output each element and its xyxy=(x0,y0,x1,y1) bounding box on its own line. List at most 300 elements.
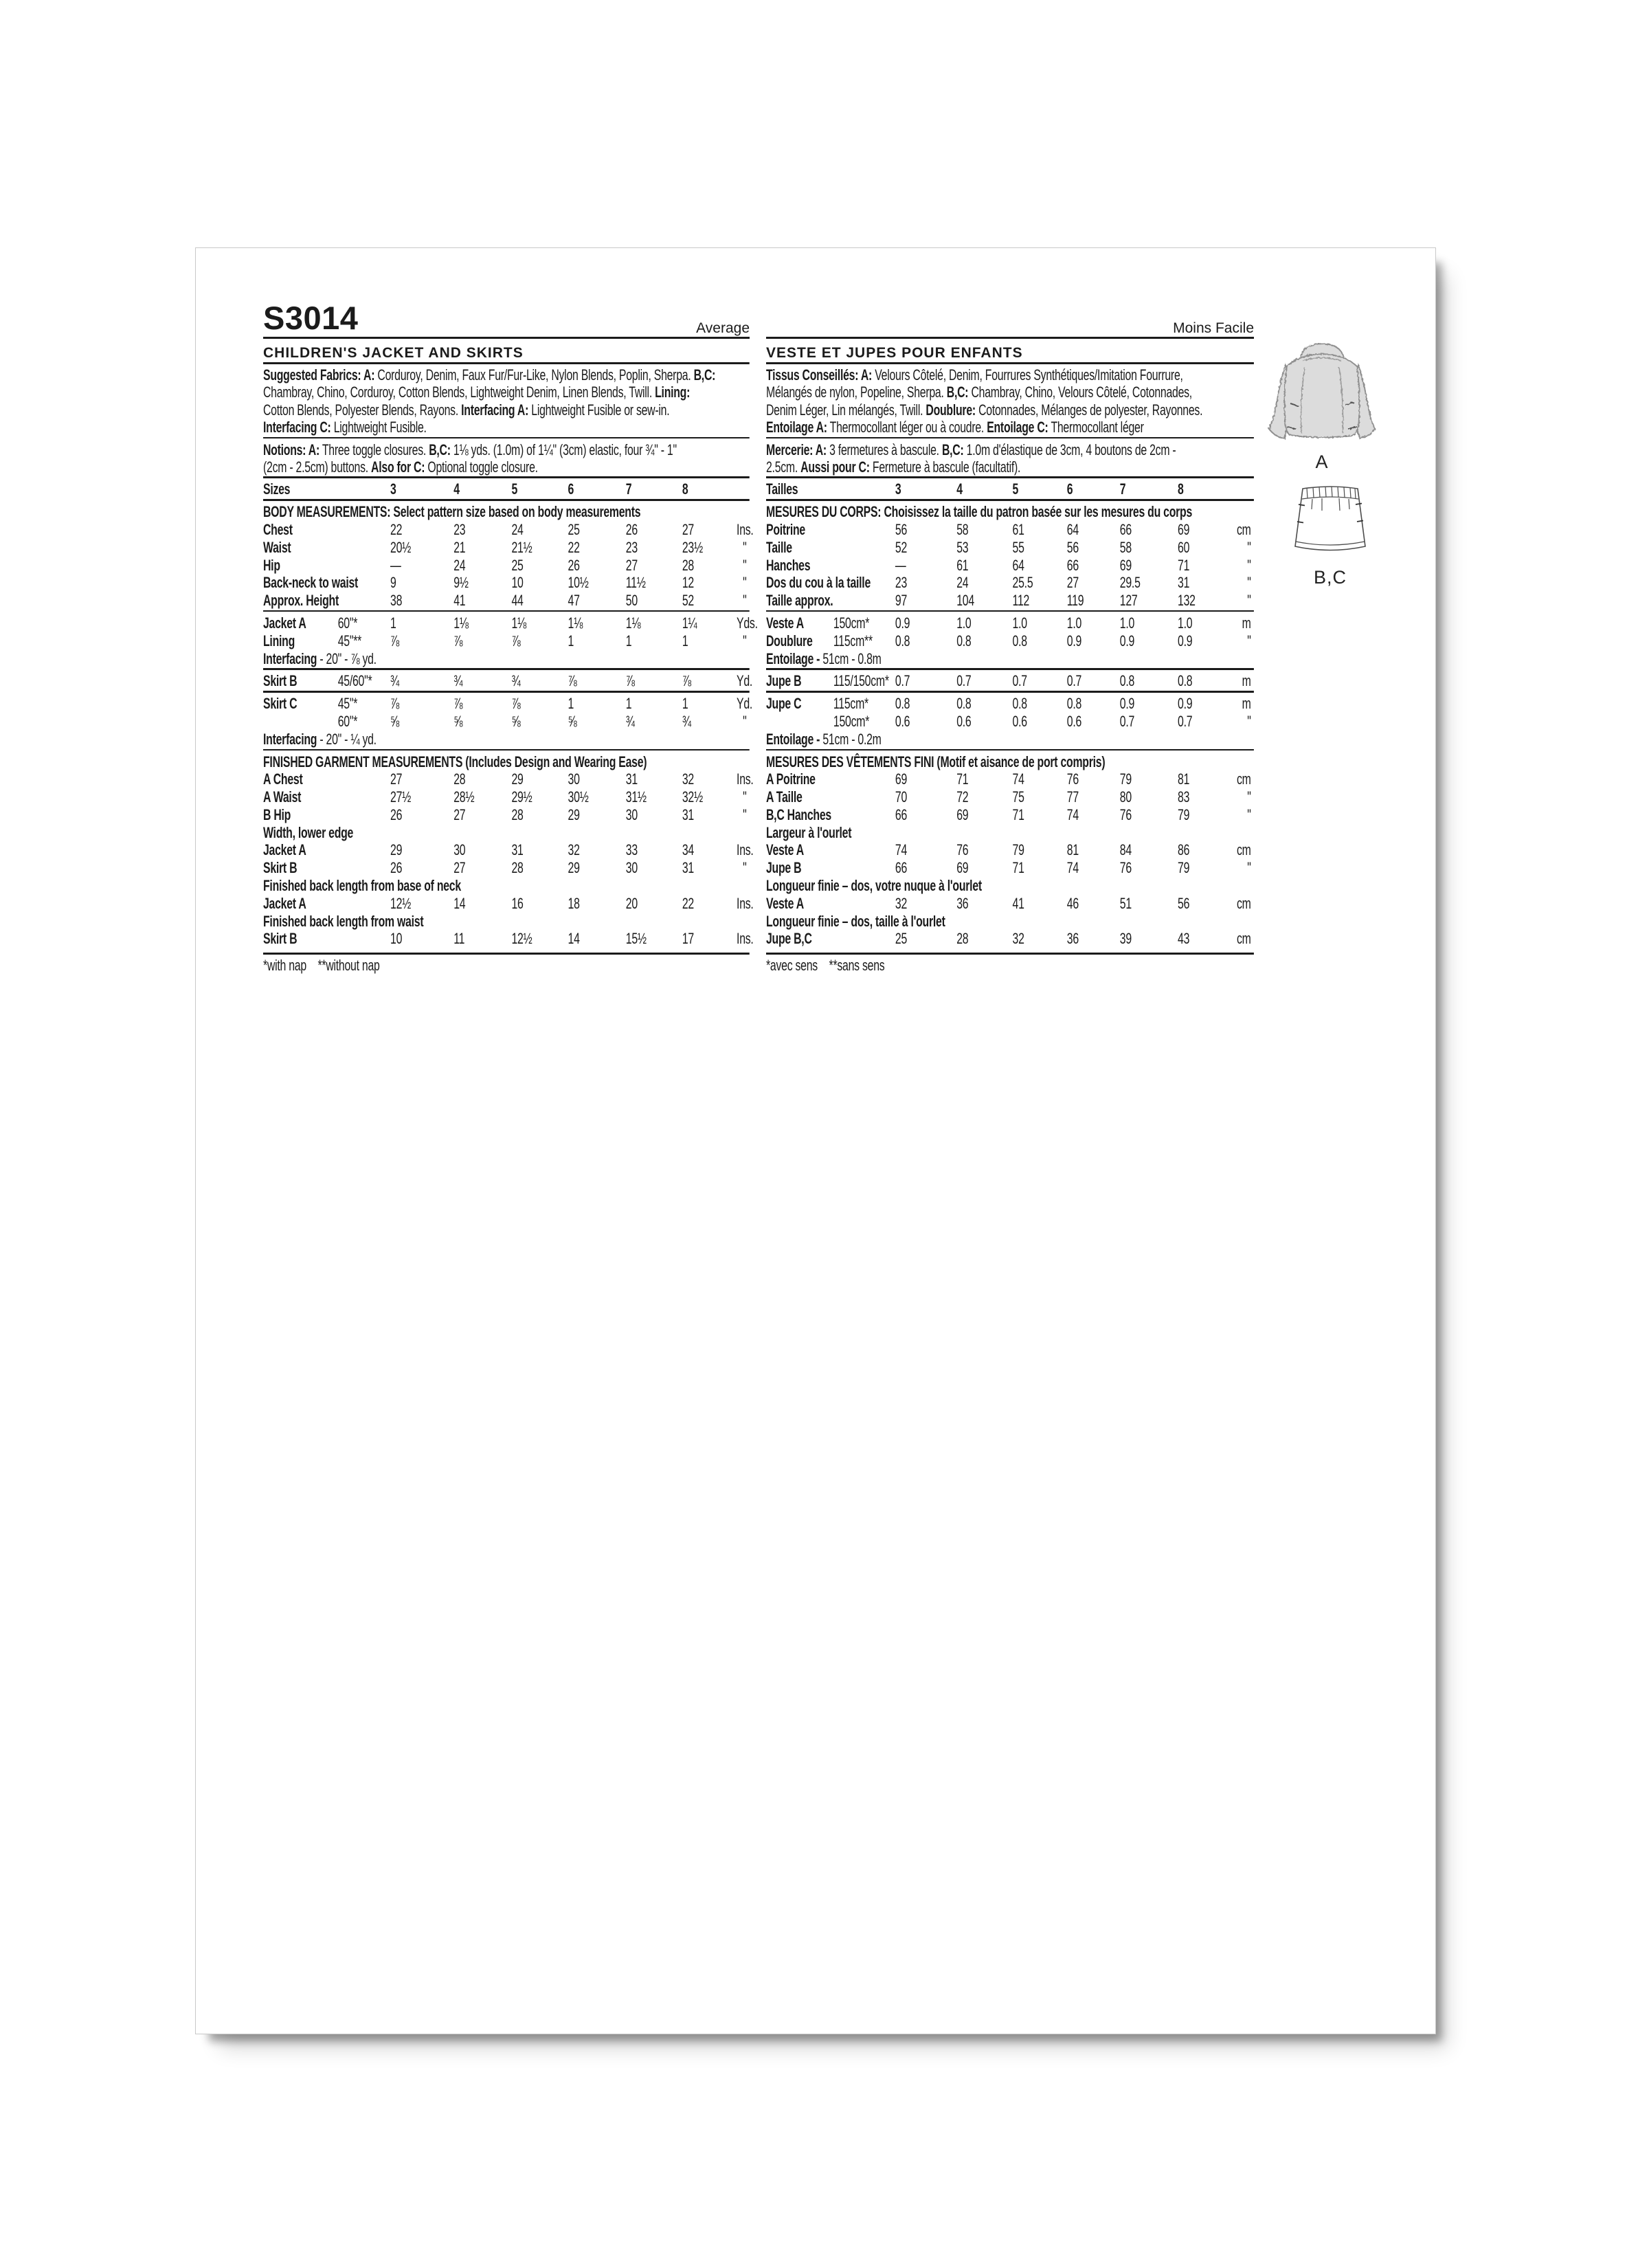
row-value: 74 xyxy=(1066,805,1079,823)
row-fabric-width xyxy=(338,930,390,948)
row-unit: Ins. xyxy=(737,841,754,859)
row-label: Skirt B xyxy=(263,930,298,948)
row-value: 0.7 xyxy=(1012,672,1027,690)
row-unit: cm xyxy=(1236,841,1251,859)
row-label: A Chest xyxy=(263,770,303,788)
row-value: 24 xyxy=(453,556,466,574)
row-unit: " xyxy=(743,859,747,877)
jacket-view-label: A xyxy=(1315,452,1329,472)
row-value: — xyxy=(895,556,906,574)
row-unit: " xyxy=(1247,859,1251,877)
size-value: 5 xyxy=(1012,480,1019,498)
row-value: 20 xyxy=(625,894,638,912)
row-fabric-width xyxy=(833,930,895,948)
row-value: 61 xyxy=(1012,520,1024,538)
row-label: Tailles xyxy=(766,480,798,498)
row-value: 0.6 xyxy=(956,712,972,730)
row-unit xyxy=(1229,480,1254,498)
table-row xyxy=(766,592,1254,610)
table-row xyxy=(766,841,1254,859)
row-value: 20½ xyxy=(390,538,412,556)
row-value: 1⅛ xyxy=(511,614,526,632)
row-value: 12½ xyxy=(390,894,412,912)
row-fabric-width xyxy=(338,806,390,824)
row-value: 27 xyxy=(682,520,694,538)
row-value: 36 xyxy=(1066,930,1079,948)
sizes-row xyxy=(766,480,1254,498)
row-value: 21½ xyxy=(511,538,532,556)
horizontal-rule xyxy=(766,668,1254,670)
row-value: 11 xyxy=(453,930,465,948)
table-row xyxy=(263,614,758,632)
table-row xyxy=(263,539,750,557)
row-value: 22 xyxy=(568,538,580,556)
horizontal-rule xyxy=(766,476,1254,478)
horizontal-rule xyxy=(263,749,750,751)
row-value: 23 xyxy=(453,520,466,538)
row-value: 28 xyxy=(682,556,694,574)
row-label: Skirt C xyxy=(263,695,298,713)
row-unit: " xyxy=(743,712,747,730)
row-value: 1⅛ xyxy=(568,614,583,632)
table-row xyxy=(766,557,1254,575)
text-line: Cotton Blends, Polyester Blends, Rayons. Interfacing A: Lightweight Fusible or sew-in. xyxy=(263,401,670,419)
row-label xyxy=(263,713,338,731)
row-label: Veste A xyxy=(766,894,804,912)
row-value: 0.9 xyxy=(1119,695,1135,713)
row-value: 30 xyxy=(625,805,638,823)
row-value: 32½ xyxy=(682,788,703,806)
row-label xyxy=(766,713,833,731)
row-value: 33 xyxy=(625,841,638,859)
measurement-table-en xyxy=(263,480,758,975)
row-value: 0.7 xyxy=(1066,672,1082,690)
row-fabric-width xyxy=(833,592,895,610)
row-value: 66 xyxy=(895,805,908,823)
row-value: ⅞ xyxy=(511,632,521,649)
row-fabric-width xyxy=(338,841,390,859)
text-line: 2.5cm. Aussi pour C: Fermeture à bascule (facultatif). xyxy=(766,458,1021,476)
text-line: Tissus Conseillés: A: Velours Côtelé, Denim, Fourrures Synthétiques/Imitation Fourrure, xyxy=(766,366,1183,383)
row-value: 127 xyxy=(1119,592,1138,610)
row-value: 56 xyxy=(1066,538,1079,556)
row-value: 64 xyxy=(1012,556,1024,574)
horizontal-rule xyxy=(263,953,750,955)
row-label: Chest xyxy=(263,520,293,538)
table-subheader: Width, lower edge xyxy=(263,823,354,841)
row-unit: " xyxy=(1247,538,1251,556)
row-value: 29.5 xyxy=(1119,574,1141,592)
row-label: Poitrine xyxy=(766,520,805,538)
row-value: 66 xyxy=(895,859,908,877)
row-value: 31 xyxy=(511,841,524,859)
size-value: 3 xyxy=(895,480,901,498)
row-value: 83 xyxy=(1178,788,1190,806)
row-label: Skirt B xyxy=(263,672,298,690)
row-fabric-width xyxy=(338,539,390,557)
row-unit: " xyxy=(743,788,747,806)
jacket-back-view-drawing xyxy=(1259,336,1384,445)
row-value: 31½ xyxy=(625,788,647,806)
row-label: Skirt B xyxy=(263,859,298,877)
interfacing-note: Interfacing - 20" - ¼ yd. xyxy=(263,730,377,748)
horizontal-rule xyxy=(263,691,750,693)
row-value: 1.0 xyxy=(1066,614,1082,632)
row-value: 119 xyxy=(1066,592,1084,610)
row-value: 23½ xyxy=(682,538,703,556)
jacket-figure xyxy=(1259,336,1384,473)
title-rule-fr xyxy=(766,337,1254,339)
row-fabric-width xyxy=(833,770,895,788)
spacer xyxy=(766,948,1254,952)
row-fabric-width xyxy=(833,574,895,592)
table-subheader: Longueur finie – dos, votre nuque à l'ourlet xyxy=(766,877,982,895)
row-unit: Ins. xyxy=(737,770,754,788)
row-value: 43 xyxy=(1178,930,1190,948)
table-row xyxy=(766,695,1254,713)
row-value: 0.8 xyxy=(1066,695,1082,713)
table-row xyxy=(263,520,754,539)
row-value: 79 xyxy=(1178,805,1190,823)
table-subheader: Longueur finie – dos, taille à l'ourlet xyxy=(766,912,945,930)
table-row xyxy=(263,632,750,650)
row-label: Sizes xyxy=(263,480,291,498)
row-value: 29 xyxy=(568,805,580,823)
pattern-envelope-back-page xyxy=(195,247,1436,2034)
row-unit xyxy=(737,480,750,498)
row-value: 1 xyxy=(682,632,688,649)
row-value: 0.9 xyxy=(1178,632,1193,649)
table-row xyxy=(263,859,750,877)
row-value: 81 xyxy=(1066,841,1079,859)
row-fabric-width: 60"* xyxy=(337,712,358,730)
row-label: Jupe C xyxy=(766,695,802,713)
row-fabric-width xyxy=(338,574,390,592)
row-unit: m xyxy=(1242,695,1251,713)
interfacing-note: Interfacing - 20" - ⅞ yd. xyxy=(263,649,377,667)
row-label: Jacket A xyxy=(263,841,306,859)
row-value: 75 xyxy=(1012,788,1024,806)
skirt-back-view-drawing xyxy=(1288,482,1372,560)
row-value: 32 xyxy=(895,894,908,912)
row-value: 27 xyxy=(453,805,466,823)
pattern-number: S3014 xyxy=(263,300,359,336)
english-column xyxy=(263,344,758,975)
text-line: Entoilage A: Thermocollant léger ou à coudre. Entoilage C: Thermocollant léger xyxy=(766,419,1144,436)
row-value: 30½ xyxy=(568,788,589,806)
table-row xyxy=(263,557,750,575)
suggested-fabrics-en xyxy=(263,366,750,436)
row-unit: " xyxy=(743,632,747,649)
horizontal-rule xyxy=(766,362,1254,364)
row-value: 1 xyxy=(568,632,574,649)
row-value: 69 xyxy=(956,859,969,877)
row-label: Jupe B,C xyxy=(766,930,812,948)
row-value: 70 xyxy=(895,788,908,806)
row-value: 50 xyxy=(625,592,638,610)
row-fabric-width: 115/150cm* xyxy=(833,672,889,690)
table-row xyxy=(263,695,753,713)
row-value: 27 xyxy=(625,556,638,574)
row-value: 14 xyxy=(453,894,466,912)
row-label: Veste A xyxy=(766,614,804,632)
row-label: Hip xyxy=(263,556,280,574)
skirt-views-label: B,C xyxy=(1313,567,1347,588)
french-column xyxy=(766,344,1254,975)
row-value: 64 xyxy=(1066,520,1079,538)
row-value: ⅞ xyxy=(453,695,463,713)
row-value: 0.8 xyxy=(956,632,972,649)
row-label: Jupe B xyxy=(766,672,802,690)
row-value: 71 xyxy=(1012,859,1024,877)
row-value: 22 xyxy=(390,520,403,538)
row-value: 16 xyxy=(511,894,524,912)
row-fabric-width xyxy=(338,592,390,610)
table-row xyxy=(766,672,1254,690)
row-value: 74 xyxy=(1066,859,1079,877)
row-value: 39 xyxy=(1119,930,1132,948)
row-value: 26 xyxy=(568,556,580,574)
row-value: 26 xyxy=(390,859,403,877)
row-fabric-width: 45/60"* xyxy=(337,672,372,690)
row-value: 69 xyxy=(956,805,969,823)
table-row xyxy=(766,614,1254,632)
row-fabric-width xyxy=(338,895,390,913)
table-row xyxy=(766,930,1254,948)
text-line: Mélangés de nylon, Popeline, Sherpa. B,C: Chambray, Chino, Velours Côtelé, Cotonnades, xyxy=(766,383,1192,401)
row-value: 29 xyxy=(511,770,524,788)
row-value: 79 xyxy=(1012,841,1024,859)
row-value: 17 xyxy=(682,930,694,948)
row-value: ¾ xyxy=(511,672,521,690)
text-line: Notions: A: Three toggle closures. B,C: 1⅛ yds. (1.0m) of 1¼" (3cm) elastic, four ¾" - 1" xyxy=(263,441,677,458)
row-value: ⅞ xyxy=(568,672,577,690)
row-value: 69 xyxy=(1178,520,1190,538)
row-value: 71 xyxy=(1178,556,1190,574)
row-fabric-width xyxy=(833,521,895,539)
row-value: 31 xyxy=(625,770,638,788)
row-value: 1 xyxy=(568,695,574,713)
table-row xyxy=(766,859,1254,877)
row-value: 28 xyxy=(511,805,524,823)
horizontal-rule xyxy=(263,362,750,364)
row-value: 76 xyxy=(1119,859,1132,877)
table-row xyxy=(263,713,750,731)
row-fabric-width xyxy=(833,841,895,859)
row-value: 56 xyxy=(895,520,908,538)
row-value: 12 xyxy=(682,574,694,592)
horizontal-rule xyxy=(766,437,1254,439)
row-value: 41 xyxy=(1012,894,1024,912)
row-fabric-width xyxy=(833,859,895,877)
row-unit: " xyxy=(1247,805,1251,823)
measurement-table-fr xyxy=(766,480,1254,975)
row-value: 86 xyxy=(1178,841,1190,859)
difficulty-label-en: Average xyxy=(696,320,750,336)
row-value: 29 xyxy=(390,841,403,859)
table-row xyxy=(766,632,1254,650)
row-unit: " xyxy=(1247,592,1251,610)
row-value: ¾ xyxy=(682,712,691,730)
table-row xyxy=(263,592,750,610)
row-value: 15½ xyxy=(625,930,647,948)
row-value: 30 xyxy=(453,841,466,859)
table-subheader: Largeur à l'ourlet xyxy=(766,823,852,841)
row-value: 74 xyxy=(1012,770,1024,788)
row-value: 76 xyxy=(956,841,969,859)
horizontal-rule xyxy=(766,691,1254,693)
row-value: 0.8 xyxy=(1119,672,1135,690)
row-label: Jacket A xyxy=(263,614,306,632)
row-value: ⅞ xyxy=(682,672,691,690)
row-value: 27 xyxy=(453,859,466,877)
row-value: 24 xyxy=(511,520,524,538)
row-value: ⅞ xyxy=(390,695,399,713)
table-section-header: BODY MEASUREMENTS: Select pattern size based on body measurements xyxy=(263,503,641,521)
row-value: 60 xyxy=(1178,538,1190,556)
horizontal-rule xyxy=(766,499,1254,501)
row-value: 25.5 xyxy=(1012,574,1033,592)
table-row xyxy=(263,770,754,788)
row-value: 32 xyxy=(682,770,694,788)
row-unit: Ins. xyxy=(737,520,754,538)
row-value: 1⅛ xyxy=(625,614,641,632)
row-value: 0.7 xyxy=(956,672,972,690)
sizes-row xyxy=(263,480,750,498)
row-label: A Taille xyxy=(766,788,803,806)
row-value: 52 xyxy=(682,592,694,610)
row-value: 58 xyxy=(956,520,969,538)
text-line: Mercerie: A: 3 fermetures à bascule. B,C: 1.0m d'élastique de 3cm, 4 boutons de 2cm - xyxy=(766,441,1176,458)
row-fabric-width xyxy=(833,539,895,557)
row-unit: " xyxy=(1247,712,1251,730)
row-fabric-width xyxy=(833,806,895,824)
size-value: 8 xyxy=(1178,480,1184,498)
row-value: 104 xyxy=(956,592,974,610)
row-fabric-width xyxy=(338,521,390,539)
row-value: ¾ xyxy=(390,672,399,690)
table-section-header: FINISHED GARMENT MEASUREMENTS (Includes Design and Wearing Ease) xyxy=(263,753,647,770)
row-value: 11½ xyxy=(625,574,646,592)
row-value: 80 xyxy=(1119,788,1132,806)
row-fabric-width xyxy=(338,859,390,877)
size-value: 6 xyxy=(1066,480,1073,498)
row-label: B Hip xyxy=(263,805,291,823)
row-value: 28½ xyxy=(453,788,475,806)
row-value: ⅝ xyxy=(511,712,521,730)
row-unit: m xyxy=(1242,614,1251,632)
row-value: 1.0 xyxy=(1012,614,1027,632)
row-value: ¾ xyxy=(625,712,635,730)
row-label: B,C Hanches xyxy=(766,805,831,823)
row-fabric-width: 45"** xyxy=(337,632,362,649)
text-line: Denim Léger, Lin mélangés, Twill. Doublure: Cotonnades, Mélanges de polyester, Rayonnes. xyxy=(766,401,1203,419)
row-value: 31 xyxy=(682,859,694,877)
row-fabric-width xyxy=(833,895,895,913)
row-value: 0.6 xyxy=(895,712,910,730)
row-value: 76 xyxy=(1066,770,1079,788)
row-value: 10 xyxy=(511,574,524,592)
size-value: 4 xyxy=(453,480,460,498)
row-fabric-width: 115cm* xyxy=(833,695,868,713)
row-label: Lining xyxy=(263,632,295,649)
table-row xyxy=(766,788,1254,806)
size-value: 7 xyxy=(625,480,632,498)
row-label: Jupe B xyxy=(766,859,802,877)
row-value: 0.9 xyxy=(1119,632,1135,649)
row-value: 1.0 xyxy=(1119,614,1135,632)
row-fabric-width xyxy=(833,788,895,806)
size-value: 8 xyxy=(682,480,688,498)
difficulty-label-fr: Moins Facile xyxy=(1173,320,1254,336)
table-row xyxy=(263,841,754,859)
row-value: 1.0 xyxy=(1178,614,1193,632)
footnote: *avec sens **sans sens xyxy=(766,957,885,975)
row-value: 0.8 xyxy=(1178,672,1193,690)
table-row xyxy=(766,539,1254,557)
row-fabric-width xyxy=(833,480,895,498)
row-value: 26 xyxy=(390,805,403,823)
interfacing-note: Entoilage - 51cm - 0.8m xyxy=(766,649,882,667)
row-value: 77 xyxy=(1066,788,1079,806)
row-label: Dos du cou à la taille xyxy=(766,574,871,592)
row-unit: " xyxy=(1247,788,1251,806)
row-value: 0.7 xyxy=(1178,712,1193,730)
row-value: 53 xyxy=(956,538,969,556)
row-value: 112 xyxy=(1012,592,1030,610)
row-value: 58 xyxy=(1119,538,1132,556)
row-value: 61 xyxy=(956,556,969,574)
horizontal-rule xyxy=(263,499,750,501)
row-value: ⅝ xyxy=(453,712,463,730)
row-value: 18 xyxy=(568,894,580,912)
table-row xyxy=(263,806,750,824)
row-value: 25 xyxy=(568,520,580,538)
row-value: 23 xyxy=(625,538,638,556)
row-value: ⅞ xyxy=(390,632,399,649)
row-value: 36 xyxy=(956,894,969,912)
table-subheader: Finished back length from waist xyxy=(263,912,424,930)
row-value: 81 xyxy=(1178,770,1190,788)
row-value: 24 xyxy=(956,574,969,592)
horizontal-rule xyxy=(766,610,1254,612)
row-value: ⅝ xyxy=(568,712,577,730)
row-value: ⅝ xyxy=(390,712,399,730)
row-value: 38 xyxy=(390,592,403,610)
row-label: Waist xyxy=(263,538,291,556)
row-value: 22 xyxy=(682,894,694,912)
row-value: 31 xyxy=(1178,574,1190,592)
row-value: 27½ xyxy=(390,788,412,806)
row-fabric-width xyxy=(338,788,390,806)
garment-title-en: CHILDREN'S JACKET AND SKIRTS xyxy=(263,345,524,361)
row-value: 23 xyxy=(895,574,908,592)
row-fabric-width xyxy=(833,557,895,575)
row-value: 0.8 xyxy=(895,632,910,649)
size-value: 6 xyxy=(568,480,574,498)
text-line: Interfacing C: Lightweight Fusible. xyxy=(263,419,427,436)
row-value: ⅞ xyxy=(511,695,521,713)
row-value: — xyxy=(390,556,401,574)
row-value: 1 xyxy=(625,695,632,713)
row-unit: " xyxy=(743,556,747,574)
row-value: 71 xyxy=(1012,805,1024,823)
table-row xyxy=(766,770,1254,788)
row-value: 0.7 xyxy=(895,672,910,690)
row-value: 0.8 xyxy=(1012,695,1027,713)
row-label: Taille xyxy=(766,538,792,556)
table-row xyxy=(766,521,1254,539)
